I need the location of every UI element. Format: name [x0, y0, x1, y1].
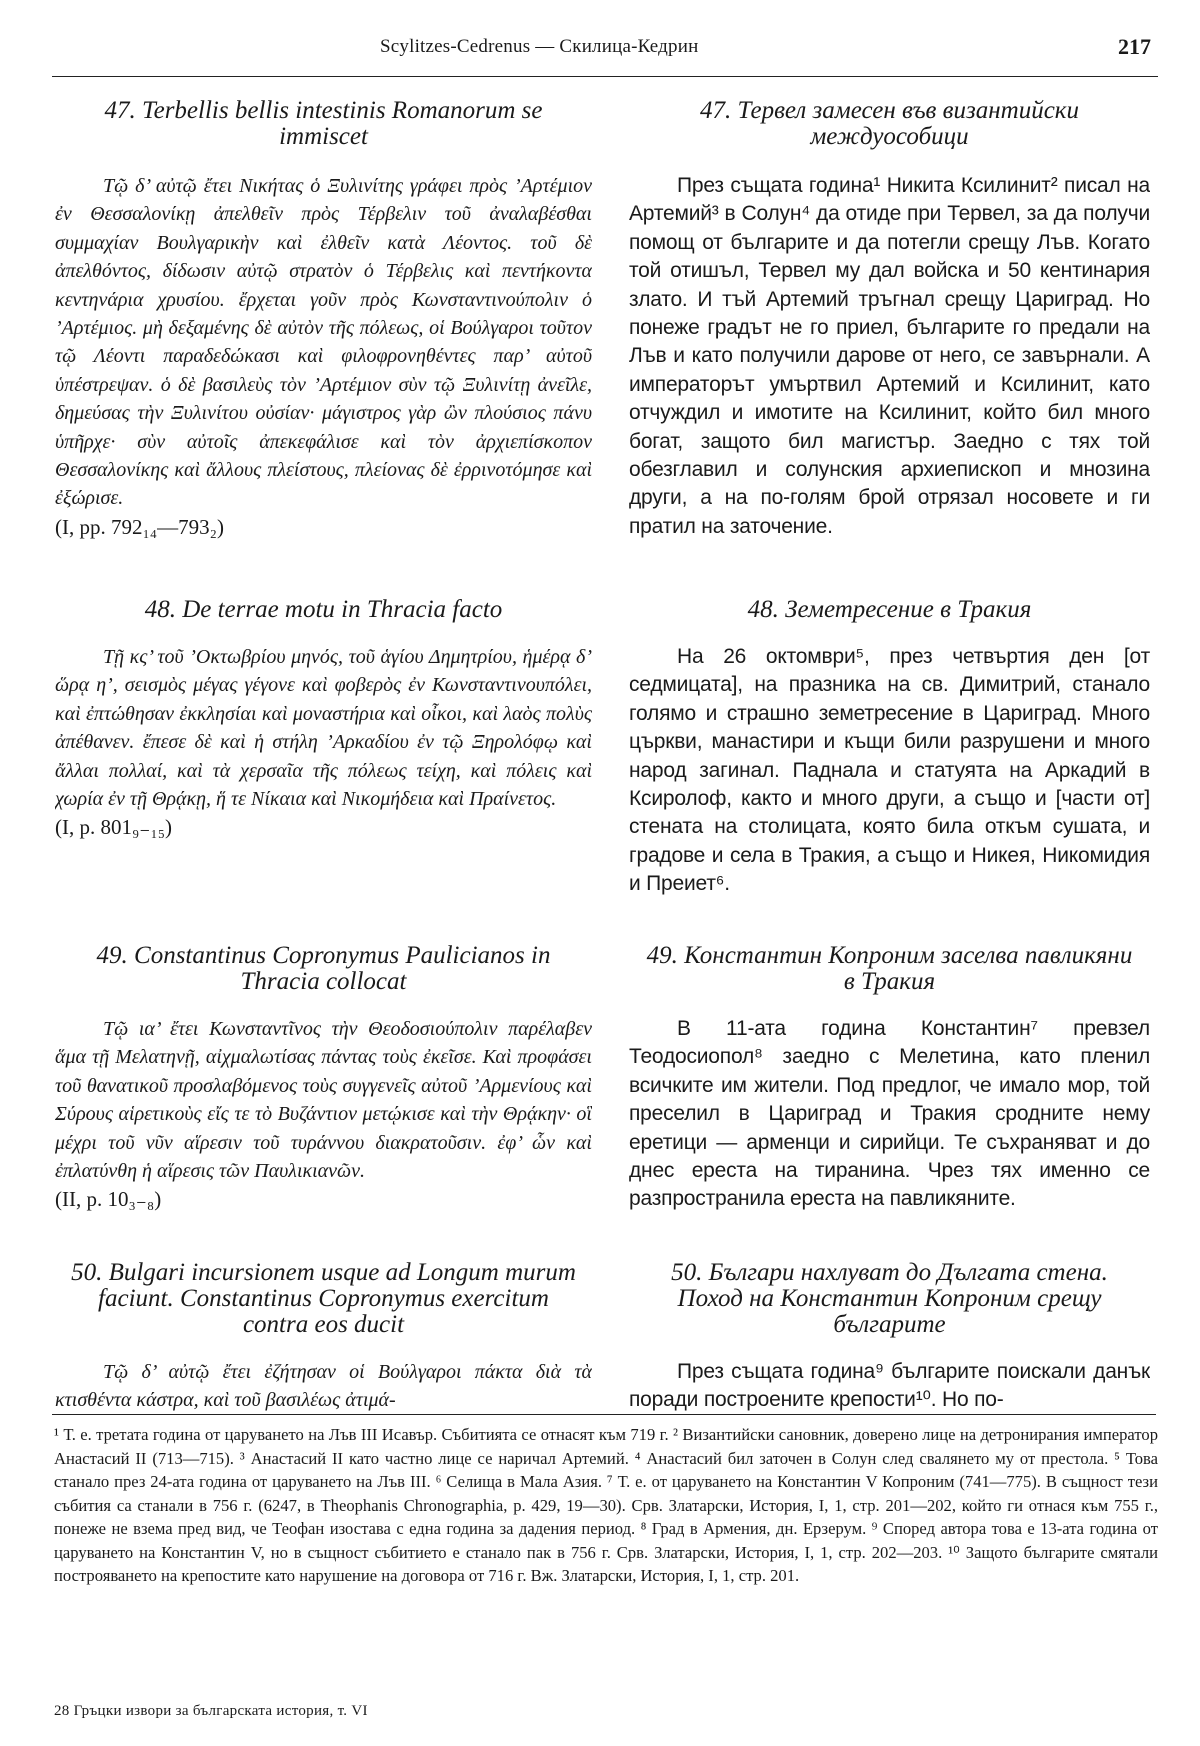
bg-text: В 11-ата година Константин⁷ превзел Теодосиопол⁸ заедно с Мелетина, като пленил всичките им жители. Под предлог, че имало мор, той преселил в Цариград и Тракия сродните нему еретици — арменци и сирийци. Те съхраняват и до днес ереста на тиранина. Чрез тях именно се разпространила ереста на павликяните. — [629, 1017, 1150, 1211]
latin-title: 50. Bulgari incursionem usque ad Longum murum faciunt. Constantinus Copronymus exercitum contra eos ducit — [71, 1260, 576, 1338]
bg-title: 47. Тервел замесен във византийски междуособици — [699, 98, 1080, 150]
page-number: 217 — [1118, 34, 1151, 59]
signature-line: 28 Гръцки извори за българската история, т. VI — [54, 1703, 368, 1719]
section-48-bulgarian — [629, 597, 1150, 899]
greek-text — [55, 1015, 592, 1215]
section-50-bulgarian — [629, 1260, 1150, 1415]
footnotes — [54, 1423, 1158, 1729]
section-49-latin — [55, 943, 592, 1215]
greek-text — [55, 643, 592, 843]
section-47-bulgarian — [629, 98, 1150, 541]
greek-body: Τῇ κς’ τοῦ ’Οκτωβρίου μηνός, τοῦ ἁγίου Δημητρίου, ἡμέρᾳ δ’ ὥρᾳ η’, σεισμὸς μέγας γέγονε καὶ φοβερὸς ἐν Κωνσταντινουπόλει, καὶ ἐπτώθησαν ἐκκλησίαι καὶ μοναστήρια καὶ οἶκοι, καὶ λαὸς πολὺς ἀπέθανεν. ἔπεσε δὲ καὶ ἡ στήλη ’Αρκαδίου ἐν τῷ Ξηρολόφῳ καὶ ἄλλαι πολλαί, καὶ τὰ χερσαῖα τῆς πόλεως τείχη, καὶ πόλεις καὶ χωρία ἐν τῇ Θρᾴκῃ, ἥ τε Νίκαια καὶ Νικομήδεια καὶ Πραίνετος. — [55, 646, 592, 811]
greek-body: Τῷ δ’ αὐτῷ ἔτει Νικήτας ὁ Ξυλινίτης γράφει πρὸς ’Αρτέμιον ἐν Θεσσαλονίκῃ ἀπελθεῖν πρὸς Τέρβελιν τοῦ ἀναλαβέσθαι συμμαχίαν Βουλγαρικὴν καὶ ἐλθεῖν κατὰ Λέοντος. τοῦ δὲ ἀπελθόντος, δίδωσιν αὐτῷ στρατὸν ὁ Τέρβελις καὶ πεντήκοντα κεντηνάρια χρυσίου. ἔρχεται γοῦν πρὸς Κωνσταντινούπολιν ὁ ’Αρτέμιος. μὴ δεξαμένης δὲ αὐτὸν τῆς πόλεως, οἱ Βούλγαροι τοῦτον τῷ Λέοντι παραδεδώκασι καὶ φιλοφρονηθέντες παρ’ αὐτοῦ ὑπέστρεψαν. ὁ δὲ βασιλεὺς τὸν ’Αρτέμιον σὺν τῷ Ξυλινίτῃ ἀνεῖλε, δημεύσας τὴν Ξυλινίτου οὐσίαν· μάγιστρος γὰρ ὢν πλούσιος πάνυ ὑπῆρχε· σὺν αὐτοῖς ἀπεκεφάλισε καὶ τὸν ἀρχιεπίσκοπον Θεσσαλονίκης καὶ ἄλλους πλείστους, πλείονας δὲ ἐρρινοτόμησε καὶ ἐξώρισε. — [55, 175, 592, 510]
bg-text: През същата година¹ Никита Ксилинит² писал на Артемий³ в Солун⁴ да отиде при Тервел, за да получи помощ от българите и да потегли срещу Лъв. Когато той отишъл, Тервел му дал войска и 50 кентинария злато. И тъй Артемий тръгнал срещу Цариград. Но понеже градът не го приел, българите го предали на Лъв и като получили дарове от него, се завърнали. А императорът умъртвил Артемий и Ксилинит, като отчуждил и имотите на Ксилинит, който бил много богат, защото бил магистър. Заедно с тях той обезглавил и солунския архиепископ и мнозина други, а на по-голям брой отрязал носовете и ги пратил на заточение. — [629, 174, 1150, 538]
footnote-rule — [52, 1414, 1156, 1415]
source-reference: (I, p. 801₉₋₁₅) — [55, 815, 173, 840]
section-47-latin — [55, 98, 592, 542]
latin-title: 47. Terbellis bellis intestinis Romanorum se immiscet — [104, 98, 543, 150]
section-49-bulgarian — [629, 943, 1150, 1214]
header-rule — [52, 76, 1158, 77]
latin-title: 48. De terrae motu in Thracia facto — [144, 597, 503, 623]
bg-title: 50. Българи нахлуват до Дългата стена. Поход на Константин Копроним срещу българите — [671, 1260, 1108, 1338]
source-reference: (I, pp. 792₁₄—793₂) — [55, 514, 224, 539]
bg-text: През същата година⁹ българите поискали данък поради построените крепости¹⁰. Но по- — [629, 1360, 1150, 1412]
source-reference: (II, p. 10₃₋₈) — [55, 1187, 162, 1212]
running-header — [0, 36, 1200, 66]
bg-title: 48. Земетресение в Тракия — [747, 597, 1032, 623]
greek-text — [55, 172, 592, 542]
bg-title: 49. Константин Копроним заселва павликяни в Тракия — [646, 943, 1133, 995]
greek-text: Τῷ δ’ αὐτῷ ἔτει ἐζήτησαν οἱ Βούλγαροι πάκτα διὰ τὰ κτισθέντα κάστρα, καὶ τοῦ βασιλέως ἀτιμά- — [55, 1361, 592, 1412]
footnote-text: ¹ Т. е. третата година от царуването на Лъв III Исавър. Събитията се отнасят към 719 г. ² Византийски сановник, доверено лице на детронирания император Анастасий II (713—715). ³ Анастасий II като частно лице се наричал Артемий. ⁴ Анастасий бил заточен в Солун след свалянето му от престола. ⁵ Това станало през 24-ата година от царуването на Лъв III. ⁶ Селища в Мала Азия. ⁷ Т. е. от царуването на Константин V Копроним (741—775). В същност тези събития са станали в 756 г. (6247, в Theophanis Chronographia, p. 429, 19—30). Срв. Златарски, История, I, 1, стр. 201—202, който ги отнася към 755 г., понеже не взема пред вид, че Теофан изостава с една година за дадения период. ⁸ Град в Армения, дн. Ерзерум. ⁹ Според автора това е 13-ата година от царуването на Константин V, но в същност събитието е станало пак в 756 г. Срв. Златарски, История, I, 1, стр. 202—203. ¹⁰ Защото българите смятали построяването на крепостите като нарушение на договора от 716 г. Вж. Златарски, История, I, 1, стр. 201. — [54, 1425, 1158, 1585]
section-50-latin — [55, 1260, 592, 1415]
section-48-latin — [55, 597, 592, 843]
latin-title: 49. Constantinus Copronymus Paulicianos in Thracia collocat — [96, 943, 551, 995]
greek-body: Τῷ ια’ ἔτει Κωνσταντῖνος τὴν Θεοδοσιούπολιν παρέλαβεν ἅμα τῇ Μελατηνῇ, αἰχμαλωτίσας πάντας τοὺς ἐκεῖσε. Καὶ προφάσει τοῦ θανατικοῦ προσλαβόμενος τοὺς συγγενεῖς αὐτοῦ ’Αρμενίους καὶ Σύρους αἱρετικοὺς εἴς τε τὸ Βυζάντιον μετῴκισε καὶ τὴν Θρᾴκην· οἳ μέχρι τοῦ νῦν αἵρεσιν τοῦ τυράννου διακρατοῦσιν. ἐφ’ ὧν καὶ ἐπλατύνθη ἡ αἵρεσις τῶν Παυλικιανῶν. — [55, 1018, 592, 1183]
running-title: Scylitzes-Cedrenus — Скилица-Кедрин — [380, 36, 699, 57]
bg-text: На 26 октомври⁵, през четвъртия ден [от седмицата], на празника на св. Димитрий, станало голямо и страшно земетресение в Цариград. Много църкви, манастири и къщи били разрушени и много народ загинал. Паднала и статуята на Аркадий в Ксиролоф, както и много други, а също и [части от] стената на столицата, която била откъм сушата, и градове и села в Тракия, а също и Никея, Никомидия и Преиет⁶. — [629, 645, 1150, 896]
